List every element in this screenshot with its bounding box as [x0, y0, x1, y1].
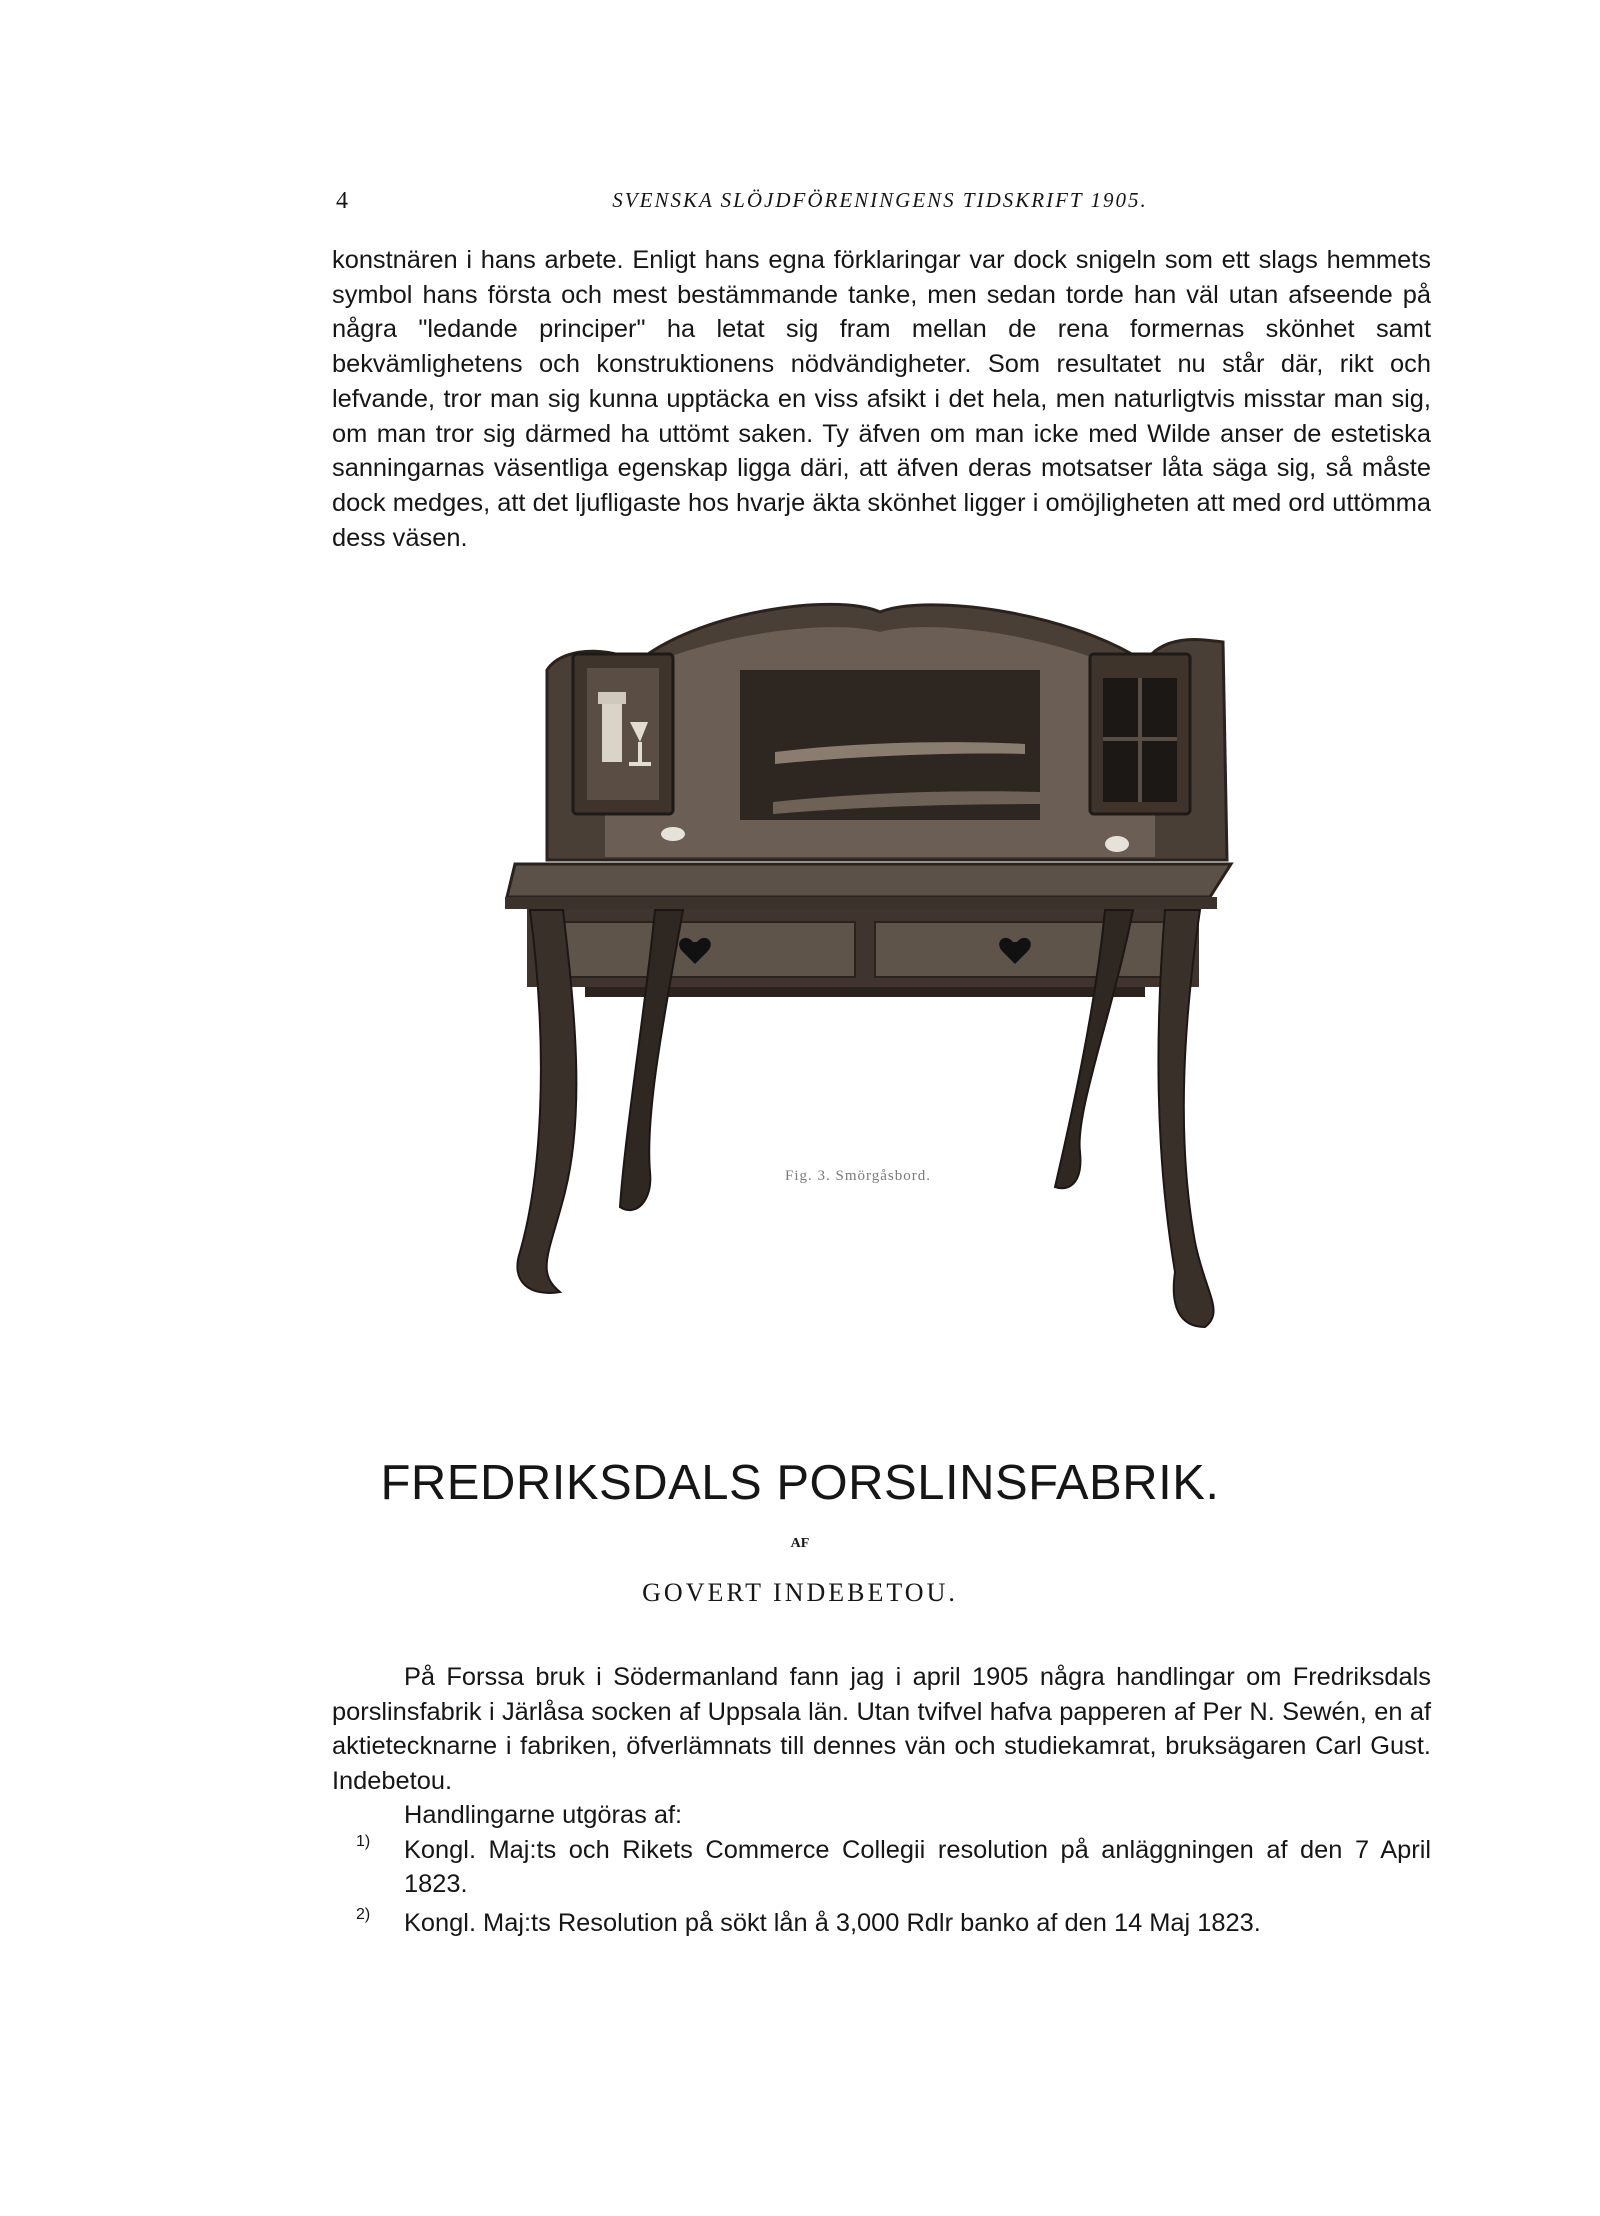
intro-paragraph: konstnären i hans arbete. Enligt hans egna förklaringar var dock snigeln som ett slags hemmets symbol hans första och mest bestämmande tanke, men sedan torde han väl utan afseende på några "ledande principer" ha letat sig fram mellan de rena formernas skönhet samt bekvämlighetens och konstruktionens nödvändigheter. Som resultatet nu står där, rikt och lefvande, tror man sig kunna upptäcka en viss afsikt i det hela, men naturligtvis misstar man sig, om man tror sig därmed ha uttömt saken. Ty äfven om man icke med Wilde anser de estetiska sanningarnas väsentliga egenskap ligga däri, att äfven deras motsatser låta säga sig, så måste dock medges, att det ljufligaste hos hvarje äkta skönhet ligger i omöjligheten att med ord uttömma dess väsen.: [332, 246, 1431, 552]
figure-smorgasbord-photo: [505, 592, 1241, 1330]
article-byline-prefix: AF: [790, 1536, 810, 1551]
article-paragraph: På Forssa bruk i Södermanland fann jag i april 1905 några handlingar om Fredriksdals porslinsfabrik i Järlåsa socken af Uppsala län. Utan tvifvel hafva papperen af Per N. Sewén, en af aktietecknarne i fabriken, öfverlämnats till dennes vän och studiekamrat, bruksägaren Carl Gust. Indebetou.: [332, 1663, 1431, 1795]
list-item-number: 2): [356, 1905, 371, 1923]
list-item: [332, 1906, 1431, 1941]
list-item-text: Kongl. Maj:ts och Rikets Commerce Collegii resolution på anläggningen af den 7 April 1823.: [404, 1835, 1431, 1898]
list-item-text: Kongl. Maj:ts Resolution på sökt lån å 3,000 Rdlr banko af den 14 Maj 1823.: [404, 1908, 1261, 1937]
journal-title: SVENSKA SLÖJDFÖRENINGENS TIDSKRIFT 1905.: [612, 188, 1148, 212]
article-body: [332, 1660, 1431, 1940]
writing-desk-illustration: [505, 592, 1241, 1330]
article-paragraph: Handlingarne utgöras af:: [404, 1801, 683, 1829]
page-number: 4: [336, 188, 348, 214]
list-item: [332, 1833, 1431, 1902]
article-author: GOVERT INDEBETOU.: [642, 1578, 958, 1607]
intro-text: [332, 243, 1431, 555]
figure-caption: Fig. 3. Smörgåsbord.: [785, 1168, 931, 1184]
running-head: [330, 188, 1430, 218]
list-item-number: 1): [356, 1832, 371, 1850]
article-title: FREDRIKSDALS PORSLINSFABRIK.: [380, 1456, 1220, 1510]
